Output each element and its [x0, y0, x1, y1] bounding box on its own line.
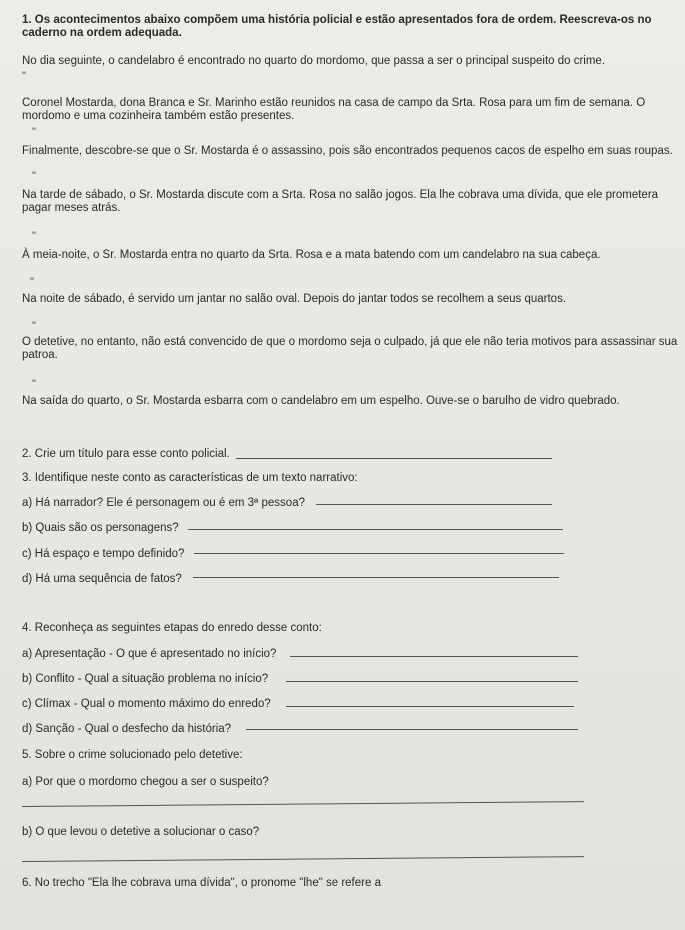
quote-mark: " [32, 230, 36, 242]
quote-mark: " [32, 378, 36, 390]
q4-title: 4. Reconheça as seguintes etapas do enredo desse conto: [22, 622, 322, 634]
q3-a: a) Há narrador? Ele é personagem ou é em 3ª pessoa? [22, 497, 305, 509]
event-1: No dia seguinte, o candelabro é encontrado no quarto do mordomo, que passa a ser o principal suspeito do crime. [22, 55, 606, 67]
q2-text: 2. Crie um título para esse conto policial. [22, 448, 230, 460]
q4-c-answer-line[interactable] [286, 706, 574, 707]
q5-b: b) O que levou o detetive a solucionar o caso? [22, 826, 260, 838]
q2-answer-line[interactable] [236, 458, 552, 459]
q4-d-answer-line[interactable] [246, 729, 578, 730]
q4-b-answer-line[interactable] [286, 681, 578, 682]
q4-b: b) Conflito - Qual a situação problema no início? [22, 673, 269, 685]
event-5: À meia-noite, o Sr. Mostarda entra no quarto da Srta. Rosa e a mata batendo com um candelabro na sua cabeça. [22, 249, 601, 261]
event-2-line2: mordomo e uma cozinheira também estão presentes. [22, 110, 295, 122]
q4-a-answer-line[interactable] [290, 656, 578, 657]
event-7-line2: patroa. [22, 349, 58, 361]
event-4-line1: Na tarde de sábado, o Sr. Mostarda discute com a Srta. Rosa no salão jogos. Ela lhe cobrava uma dívida, que ele prometera [22, 189, 659, 201]
event-7-line1: O detetive, no entanto, não está convencido de que o mordomo seja o culpado, já que ele não teria motivos para assassinar sua [22, 336, 678, 348]
q6-text: 6. No trecho "Ela lhe cobrava uma dívida", o pronome "lhe" se refere a [22, 877, 381, 889]
q5-a: a) Por que o mordomo chegou a ser o suspeito? [22, 776, 269, 788]
event-8: Na saída do quarto, o Sr. Mostarda esbarra com o candelabro em um espelho. Ouve-se o barulho de vidro quebrado. [22, 395, 620, 407]
q4-d: d) Sanção - Qual o desfecho da história? [22, 723, 232, 735]
event-3: Finalmente, descobre-se que o Sr. Mostarda é o assassino, pois são encontrados pequenos cacos de espelho em suas roupas. [22, 145, 673, 157]
quote-mark: " [22, 70, 26, 82]
q3-d-answer-line[interactable] [193, 577, 559, 578]
q4-c: c) Clímax - Qual o momento máximo do enredo? [22, 698, 271, 710]
quote-mark: " [32, 126, 36, 138]
q3-d: d) Há uma sequência de fatos? [22, 573, 182, 585]
event-6: Na noite de sábado, é servido um jantar no salão oval. Depois do jantar todos se recolhem a seus quartos. [22, 293, 567, 305]
quote-mark: " [32, 320, 36, 332]
q5-title: 5. Sobre o crime solucionado pelo detetive: [22, 749, 243, 761]
event-4-line2: pagar meses atrás. [22, 202, 121, 214]
q1-title-line2: caderno na ordem adequada. [22, 27, 182, 39]
q5-b-answer-line[interactable] [22, 856, 584, 862]
quote-mark: " [32, 170, 36, 182]
q3-b: b) Quais são os personagens? [22, 522, 179, 534]
q3-title: 3. Identifique neste conto as características de um texto narrativo: [22, 472, 358, 484]
quote-mark: " [30, 276, 34, 288]
event-2-line1: Coronel Mostarda, dona Branca e Sr. Marinho estão reunidos na casa de campo da Srta. Rosa para um fim de semana. O [22, 97, 646, 109]
q1-title-line1: 1. Os acontecimentos abaixo compõem uma história policial e estão apresentados fora de ordem. Reescreva-os no [22, 14, 652, 26]
q3-c-answer-line[interactable] [194, 553, 564, 554]
q5-a-answer-line[interactable] [22, 801, 584, 807]
q3-b-answer-line[interactable] [188, 529, 563, 530]
q3-a-answer-line[interactable] [316, 504, 552, 505]
q4-a: a) Apresentação - O que é apresentado no início? [22, 648, 277, 660]
q3-c: c) Há espaço e tempo definido? [22, 548, 185, 560]
